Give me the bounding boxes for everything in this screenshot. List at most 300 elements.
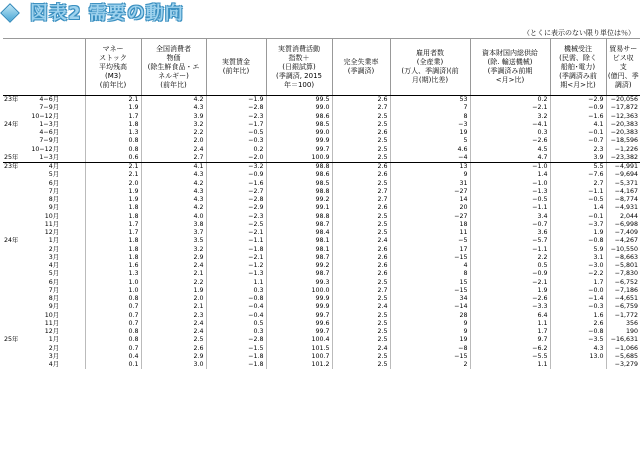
- table-cell: 1.9: [85, 196, 141, 204]
- row-period: 1−3月: [39, 120, 59, 128]
- table-cell: 31: [390, 180, 470, 188]
- table-cell: −1.0: [470, 163, 550, 172]
- row-label: [3, 171, 85, 179]
- table-cell: 99.9: [266, 295, 332, 303]
- table-cell: 0.8: [85, 328, 141, 336]
- table-cell: −2.3: [206, 113, 266, 121]
- table-cell: 2,044: [606, 213, 640, 221]
- row-label: [3, 113, 85, 121]
- row-label: [3, 353, 85, 361]
- table-row: [3, 129, 640, 137]
- row-year: 25年: [4, 336, 19, 344]
- row-label: [3, 146, 85, 154]
- table-cell: 2.7: [141, 154, 206, 163]
- table-cell: 9.7: [470, 336, 550, 344]
- table-cell: −2.1: [470, 279, 550, 287]
- row-period: 5月: [48, 270, 59, 278]
- table-cell: 2.5: [141, 336, 206, 344]
- table-cell: −2.8: [206, 196, 266, 204]
- unit-note: （とくに表示のない限り単位は％）: [523, 29, 635, 37]
- table-row: [3, 246, 640, 254]
- table-cell: −7,186: [606, 287, 640, 295]
- table-cell: 3.2: [141, 121, 206, 129]
- table-cell: 2.6: [332, 96, 390, 105]
- table-cell: 4.2: [141, 204, 206, 212]
- table-cell: −1.8: [206, 246, 266, 254]
- table-row: [3, 180, 640, 188]
- table-cell: 2.5: [332, 336, 390, 344]
- table-cell: −0.7: [470, 221, 550, 229]
- table-cell: −7.6: [550, 171, 606, 179]
- row-label: [3, 188, 85, 196]
- table-cell: 1.7: [85, 113, 141, 121]
- table-cell: 2.4: [141, 146, 206, 154]
- row-label: [3, 213, 85, 221]
- table-row: [3, 287, 640, 295]
- table-cell: 2.5: [332, 221, 390, 229]
- row-period: 2月: [48, 344, 59, 352]
- row-label: [3, 279, 85, 287]
- table-cell: 9: [390, 171, 470, 179]
- table-cell: 3.7: [141, 229, 206, 237]
- col-header: 実質賃金 (前年比): [206, 39, 266, 96]
- table-row: [3, 353, 640, 361]
- row-period: 4月: [48, 361, 59, 368]
- table-cell: 4: [390, 262, 470, 270]
- header-corner: [3, 39, 85, 96]
- row-label: [3, 154, 85, 163]
- col-header: 全国消費者 物価 (除生鮮食品・エ ネルギー) (前年比): [141, 39, 206, 96]
- page-title: 図表2 需要の動向: [30, 3, 184, 24]
- table-cell: 4.1: [141, 163, 206, 172]
- table-cell: 190: [606, 328, 640, 336]
- table-cell: 0.8: [85, 146, 141, 154]
- row-label: [3, 137, 85, 145]
- col-header: 実質消費活動 指数＋ (日銀試算) (季調済, 2015 年＝100): [266, 39, 332, 96]
- table-row: [3, 188, 640, 196]
- table-cell: 98.4: [266, 229, 332, 237]
- table-cell: −27: [390, 188, 470, 196]
- title-bar: [0, 0, 643, 30]
- table-cell: −0.4: [206, 303, 266, 311]
- row-label: [3, 320, 85, 328]
- table-cell: 2.6: [332, 163, 390, 172]
- table-cell: 4.3: [141, 171, 206, 179]
- table-cell: 4.3: [141, 196, 206, 204]
- table-cell: 1.7: [550, 279, 606, 287]
- table-cell: 2.5: [332, 279, 390, 287]
- table-cell: −20,383: [606, 129, 640, 137]
- table-cell: 2.0: [141, 137, 206, 145]
- table-cell: −5.7: [470, 237, 550, 245]
- table-cell: −3.3: [470, 303, 550, 311]
- table-cell: 15: [390, 279, 470, 287]
- table-cell: 98.1: [266, 237, 332, 245]
- table-cell: −6,759: [606, 303, 640, 311]
- table-cell: −2.3: [206, 213, 266, 221]
- table-cell: −1.1: [470, 246, 550, 254]
- table-cell: 0.2: [470, 96, 550, 105]
- table-cell: 1.7: [470, 328, 550, 336]
- row-label: [3, 361, 85, 369]
- table-cell: 1.8: [85, 237, 141, 245]
- table-cell: 2.7: [332, 287, 390, 295]
- table-cell: 19: [390, 129, 470, 137]
- table-cell: 1.9: [85, 104, 141, 112]
- table-cell: 5.9: [550, 246, 606, 254]
- table-cell: 2.4: [141, 262, 206, 270]
- table-cell: −4,991: [606, 163, 640, 172]
- table-cell: 0.8: [85, 137, 141, 145]
- table-cell: 100.9: [266, 154, 332, 163]
- row-label: [3, 303, 85, 311]
- table-cell: −15: [390, 287, 470, 295]
- table-cell: 4.5: [470, 146, 550, 154]
- table-cell: 2.1: [85, 96, 141, 105]
- table-cell: −20,056: [606, 96, 640, 105]
- table-cell: 9: [390, 320, 470, 328]
- table-cell: −15: [390, 254, 470, 262]
- row-period: 10月: [44, 212, 59, 220]
- table-cell: −2.9: [206, 204, 266, 212]
- row-label: [3, 295, 85, 303]
- row-label: [3, 204, 85, 212]
- table-cell: −0.3: [206, 137, 266, 145]
- table-cell: 1.8: [85, 213, 141, 221]
- table-cell: −4,931: [606, 204, 640, 212]
- row-period: 4月: [48, 262, 59, 269]
- row-year: 24年: [4, 237, 19, 245]
- table-cell: 0.5: [206, 320, 266, 328]
- table-cell: 99.2: [266, 196, 332, 204]
- table-cell: 2.5: [332, 229, 390, 237]
- table-cell: −8,663: [606, 254, 640, 262]
- table-cell: 2.4: [141, 320, 206, 328]
- table-cell: 1.1: [470, 320, 550, 328]
- table-cell: 4.3: [141, 188, 206, 196]
- table-cell: 98.8: [266, 213, 332, 221]
- table-cell: 2.9: [141, 353, 206, 361]
- col-header: 完全失業率 (季調済): [332, 39, 390, 96]
- row-label: [3, 237, 85, 245]
- row-label: [3, 345, 85, 353]
- table-cell: −0.7: [550, 137, 606, 145]
- table-cell: 2.7: [550, 180, 606, 188]
- table-row: [3, 270, 640, 278]
- table-cell: 2.5: [332, 213, 390, 221]
- table-cell: 13: [390, 163, 470, 172]
- table-cell: −6.2: [470, 345, 550, 353]
- table-cell: 99.6: [266, 320, 332, 328]
- table-cell: 2.2: [141, 279, 206, 287]
- table-cell: 0.8: [85, 336, 141, 344]
- table-cell: 2.1: [85, 163, 141, 172]
- row-period: 3月: [48, 253, 59, 261]
- table-cell: 99.9: [266, 137, 332, 145]
- row-period: 6月: [48, 179, 59, 187]
- table-cell: 11: [390, 229, 470, 237]
- table-cell: −4,167: [606, 188, 640, 196]
- table-cell: −1.6: [550, 113, 606, 121]
- table-cell: −0.8: [206, 295, 266, 303]
- table-cell: 2.4: [332, 237, 390, 245]
- table-cell: 2.6: [332, 129, 390, 137]
- table-cell: 98.7: [266, 221, 332, 229]
- table-cell: −0.3: [550, 303, 606, 311]
- table-cell: 1.7: [85, 221, 141, 229]
- table-cell: 8: [390, 270, 470, 278]
- table-cell: 2.6: [332, 262, 390, 270]
- table-cell: 0.3: [206, 287, 266, 295]
- row-period: 11月: [44, 220, 59, 228]
- table-cell: 356: [606, 320, 640, 328]
- table-cell: −0.1: [550, 129, 606, 137]
- table-cell: 98.8: [266, 188, 332, 196]
- table-cell: 4.2: [141, 180, 206, 188]
- table-cell: 1.9: [550, 229, 606, 237]
- table-cell: −18,596: [606, 137, 640, 145]
- row-label: [3, 229, 85, 237]
- table-cell: −16,631: [606, 336, 640, 344]
- table-cell: −0.4: [206, 312, 266, 320]
- table-cell: −0.5: [206, 129, 266, 137]
- col-header: マネー ストック 平均残高 (M3) (前年比): [85, 39, 141, 96]
- table-cell: 1.9: [85, 188, 141, 196]
- table-cell: −1.0: [470, 180, 550, 188]
- row-period: 11月: [44, 319, 59, 327]
- table-row: [3, 295, 640, 303]
- table-cell: 98.7: [266, 270, 332, 278]
- table-cell: −1.5: [206, 345, 266, 353]
- table-row: [3, 320, 640, 328]
- table-cell: 2.1: [141, 270, 206, 278]
- table-cell: 2.6: [332, 171, 390, 179]
- table-cell: −4: [390, 154, 470, 163]
- row-year: 24年: [4, 120, 19, 128]
- table-cell: 53: [390, 96, 470, 105]
- table-cell: −0.5: [550, 196, 606, 204]
- table-cell: 3.9: [141, 113, 206, 121]
- table-cell: 4.7: [470, 154, 550, 163]
- table-cell: 6.4: [470, 312, 550, 320]
- table-cell: 98.8: [266, 163, 332, 172]
- row-period: 9月: [48, 303, 59, 311]
- row-period: 7−9月: [39, 104, 59, 112]
- table-cell: 2.4: [141, 328, 206, 336]
- table-cell: −5,685: [606, 353, 640, 361]
- table-row: [3, 154, 640, 163]
- row-year: 25年: [4, 153, 19, 161]
- table-cell: −1.1: [550, 188, 606, 196]
- table-row: [3, 213, 640, 221]
- table-cell: 0.7: [85, 345, 141, 353]
- table-cell: 101.5: [266, 345, 332, 353]
- table-cell: 1.9: [141, 287, 206, 295]
- table-cell: −0.9: [550, 104, 606, 112]
- col-header: 資本財国内総供給 (除. 輸送機械) (季調済み前期 <月>比): [470, 39, 550, 96]
- table-cell: 2.7: [332, 196, 390, 204]
- row-period: 4月: [48, 163, 59, 170]
- table-cell: −0.8: [550, 328, 606, 336]
- table-cell: −20,383: [606, 121, 640, 129]
- table-cell: 1.7: [85, 229, 141, 237]
- row-period: 4−6月: [39, 96, 59, 103]
- table-cell: −0.1: [550, 213, 606, 221]
- table-cell: 13.0: [550, 353, 606, 361]
- row-label: [3, 121, 85, 129]
- table-row: [3, 221, 640, 229]
- row-label: [3, 312, 85, 320]
- row-period: 10月: [44, 311, 59, 319]
- table-cell: 2: [390, 361, 470, 369]
- table-cell: −1.2: [206, 262, 266, 270]
- demand-table: [3, 38, 640, 369]
- table-cell: 98.5: [266, 180, 332, 188]
- table-cell: −2.0: [206, 154, 266, 163]
- table-cell: −2.8: [206, 104, 266, 112]
- table-cell: −0.9: [206, 171, 266, 179]
- table-cell: 2.5: [332, 320, 390, 328]
- row-period: 8月: [48, 196, 59, 203]
- table-cell: −8: [390, 345, 470, 353]
- table-cell: −8,774: [606, 196, 640, 204]
- table-cell: 2.5: [332, 353, 390, 361]
- table-cell: [550, 361, 606, 369]
- row-period: 12月: [44, 229, 59, 236]
- table-cell: 99.7: [266, 146, 332, 154]
- table-cell: −2.1: [470, 104, 550, 112]
- table-row: [3, 328, 640, 336]
- row-label: [3, 180, 85, 188]
- table-cell: 0.7: [85, 320, 141, 328]
- table-cell: 0.2: [206, 146, 266, 154]
- table-cell: −1.9: [206, 96, 266, 105]
- row-period: 1月: [48, 336, 59, 344]
- col-header: 雇用者数 (全産業) (万人、季調済)(前 月(期)比差): [390, 39, 470, 96]
- table-cell: 0.5: [470, 262, 550, 270]
- row-period: 4−6月: [39, 129, 59, 136]
- row-label: [3, 129, 85, 137]
- table-cell: 2.6: [141, 345, 206, 353]
- table-row: [3, 237, 640, 245]
- table-cell: 100.0: [266, 287, 332, 295]
- table-cell: 9: [390, 328, 470, 336]
- table-cell: −3: [390, 121, 470, 129]
- row-period: 9月: [48, 204, 59, 212]
- row-label: [3, 196, 85, 204]
- table-cell: 1.1: [470, 361, 550, 369]
- table-cell: 3.2: [470, 113, 550, 121]
- table-cell: −0.8: [550, 237, 606, 245]
- table-cell: 4.2: [141, 96, 206, 105]
- table-cell: 99.0: [266, 129, 332, 137]
- table-row: [3, 137, 640, 145]
- table-row: [3, 312, 640, 320]
- col-header: 貿易サービス収 支 (億円、季調済): [606, 39, 640, 96]
- table-cell: −1.1: [470, 204, 550, 212]
- table-row: [3, 336, 640, 344]
- table-cell: 2.4: [332, 345, 390, 353]
- table-cell: 2.5: [332, 113, 390, 121]
- table-cell: 2.6: [332, 270, 390, 278]
- row-year: 23年: [4, 96, 19, 103]
- table-cell: −27: [390, 213, 470, 221]
- row-label: [3, 221, 85, 229]
- table-cell: −2.6: [470, 295, 550, 303]
- table-cell: −2.1: [206, 229, 266, 237]
- table-cell: 1.3: [85, 129, 141, 137]
- table-cell: 0.3: [470, 129, 550, 137]
- table-cell: −1.3: [470, 188, 550, 196]
- table-cell: −1.8: [206, 361, 266, 369]
- table-cell: −3.5: [550, 336, 606, 344]
- table-cell: 8: [390, 113, 470, 121]
- table-cell: 2.3: [550, 146, 606, 154]
- table-cell: 14: [390, 196, 470, 204]
- table-cell: −1,772: [606, 312, 640, 320]
- table-cell: 34: [390, 295, 470, 303]
- table-row: [3, 163, 640, 172]
- row-label: [3, 270, 85, 278]
- table-cell: 1.0: [85, 287, 141, 295]
- table-cell: 2.5: [332, 154, 390, 163]
- table-cell: 3.5: [141, 237, 206, 245]
- table-cell: 18: [390, 221, 470, 229]
- table-cell: −6,998: [606, 221, 640, 229]
- table-row: [3, 262, 640, 270]
- table-cell: 2.5: [332, 328, 390, 336]
- table-cell: −4.1: [470, 121, 550, 129]
- table-row: [3, 146, 640, 154]
- table-cell: 2.6: [332, 254, 390, 262]
- table-cell: 100.4: [266, 336, 332, 344]
- table-cell: 0.7: [85, 303, 141, 311]
- col-header: 機械受注 (民需、除く 船舶･電力) (季調済み前 期<月>比): [550, 39, 606, 96]
- table-cell: 4.0: [141, 213, 206, 221]
- table-cell: 100.7: [266, 353, 332, 361]
- table-cell: −1.1: [206, 237, 266, 245]
- table-row: [3, 345, 640, 353]
- row-label: [3, 96, 85, 105]
- table-row: [3, 96, 640, 105]
- row-period: 7−9月: [39, 137, 59, 145]
- table-row: [3, 171, 640, 179]
- table-cell: 2.2: [141, 129, 206, 137]
- table-cell: 2.3: [141, 312, 206, 320]
- table-cell: −2.2: [550, 270, 606, 278]
- table-cell: 2.2: [470, 254, 550, 262]
- row-label: [3, 287, 85, 295]
- table-cell: 4.1: [550, 121, 606, 129]
- table-cell: 1.4: [470, 171, 550, 179]
- row-period: 7月: [48, 286, 59, 294]
- table-cell: 2.5: [332, 121, 390, 129]
- table-cell: 99.5: [266, 96, 332, 105]
- table-cell: 4.6: [390, 146, 470, 154]
- table-cell: 2.5: [332, 295, 390, 303]
- table-cell: 1.9: [470, 287, 550, 295]
- table-cell: 4.3: [141, 104, 206, 112]
- table-cell: 2.6: [332, 246, 390, 254]
- table-cell: −0.5: [470, 196, 550, 204]
- table-cell: 98.6: [266, 113, 332, 121]
- row-period: 3月: [48, 352, 59, 360]
- table-cell: −7,409: [606, 229, 640, 237]
- row-period: 10−12月: [31, 145, 59, 153]
- table-cell: −6,752: [606, 279, 640, 287]
- table-cell: −3.0: [550, 262, 606, 270]
- table-cell: 2.5: [332, 137, 390, 145]
